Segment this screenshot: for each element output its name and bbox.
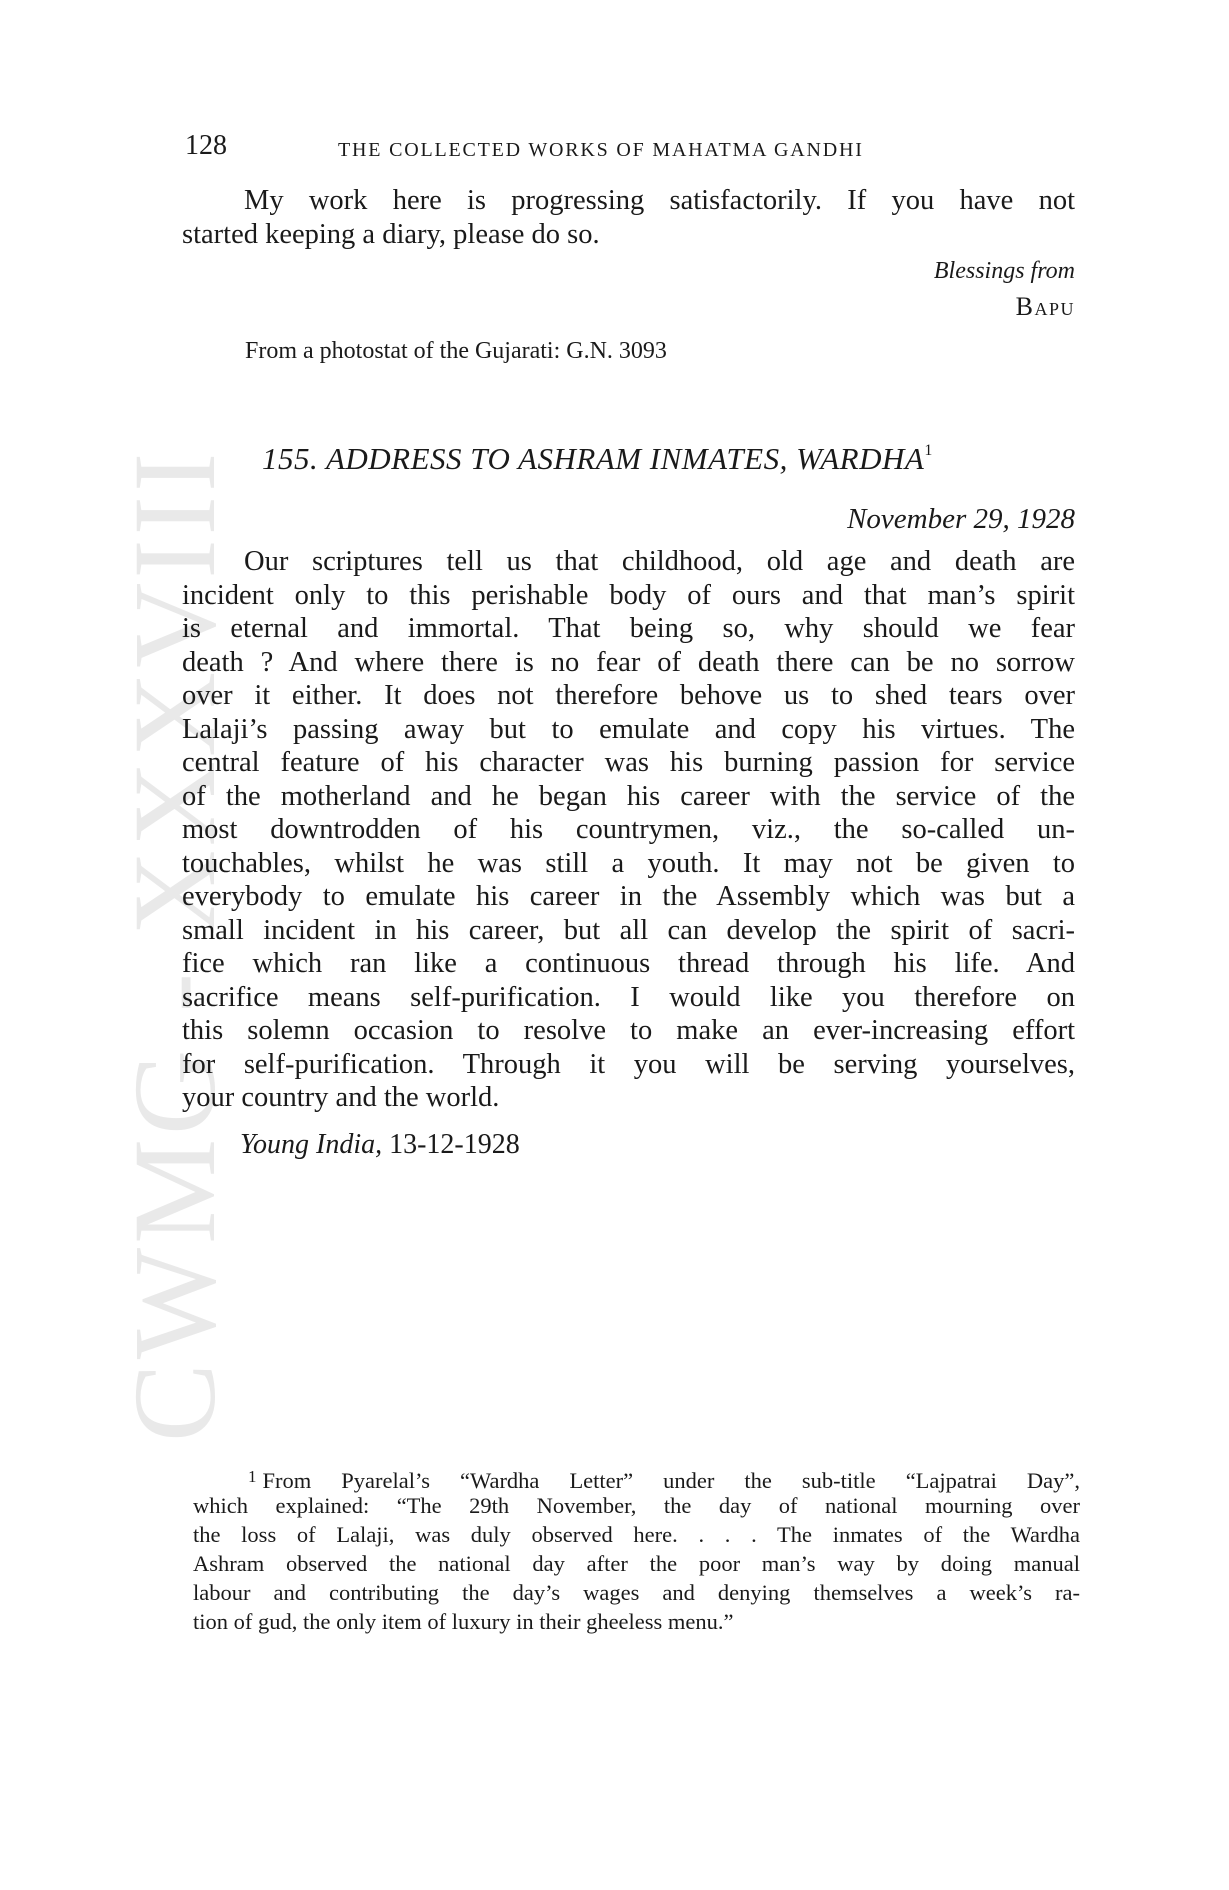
body-line: for self-purification. Through it you will be serving yourselves, — [182, 1048, 1075, 1080]
footnote-line-text: From Pyarelal’s “Wardha Letter” under the sub-title “Lajpatrai Day”, — [262, 1468, 1080, 1493]
section-title — [262, 441, 933, 477]
running-head: THE COLLECTED WORKS OF MAHATMA GANDHI — [338, 139, 864, 161]
signature-name: Bapu — [1015, 292, 1075, 321]
citation — [240, 1129, 520, 1161]
body-line: death ? And where there is no fear of death there can be no sorrow — [182, 646, 1075, 678]
page-number: 128 — [185, 130, 227, 161]
body-line: incident only to this perishable body of ours and that man’s spirit — [182, 579, 1075, 611]
footnote-line: tion of gud, the only item of luxury in their gheeless menu.” — [193, 1609, 734, 1634]
section-title-text: 155. ADDRESS TO ASHRAM INMATES, WARDHA — [262, 441, 925, 476]
signature-blessing: Blessings from — [933, 258, 1075, 284]
body-line: most downtrodden of his countrymen, viz., the so-called un- — [182, 814, 1075, 845]
body-line: everybody to emulate his career in the Assembly which was but a — [182, 881, 1075, 912]
footnote-mark: 1 — [248, 1467, 257, 1486]
footnote-line: the loss of Lalaji, was duly observed here. . . . The inmates of the Wardha — [193, 1522, 1080, 1547]
body-line: sacrifice means self-purification. I would like you therefore on — [182, 981, 1075, 1013]
body-line: Our scriptures tell us that childhood, old age and death are — [244, 546, 1075, 577]
footnote-line — [193, 1462, 1080, 1491]
body-line: over it either. It does not therefore behove us to shed tears over — [182, 680, 1075, 711]
citation-publication: Young India, — [240, 1129, 383, 1160]
intro-line: My work here is progressing satisfactorily. If you have not — [244, 185, 1075, 216]
footnote-line: Ashram observed the national day after the poor man’s way by doing manual — [193, 1551, 1080, 1576]
citation-date: 13-12-1928 — [389, 1129, 520, 1160]
body-line: this solemn occasion to resolve to make an ever-increasing effort — [182, 1015, 1075, 1046]
body-line: your country and the world. — [182, 1082, 500, 1113]
body-line: small incident in his career, but all can develop the spirit of sacri- — [182, 914, 1075, 946]
page-header — [185, 130, 1075, 170]
source-note: From a photostat of the Gujarati: G.N. 3093 — [245, 338, 667, 364]
intro-paragraph — [182, 184, 1075, 251]
watermark: CWMG - XXXVIII — [109, 448, 240, 1442]
intro-line: started keeping a diary, please do so. — [182, 218, 600, 250]
body-line: touchables, whilst he was still a youth. It may not be given to — [182, 847, 1075, 879]
body-line: central feature of his character was his burning passion for service — [182, 747, 1075, 778]
footnote — [193, 1462, 1080, 1636]
section-date: November 29, 1928 — [847, 503, 1075, 535]
body-line: of the motherland and he began his career with the service of the — [182, 780, 1075, 812]
footnote-line: which explained: “The 29th November, the day of national mourning over — [193, 1493, 1080, 1518]
footnote-line: labour and contributing the day’s wages and denying themselves a week’s ra- — [193, 1580, 1080, 1605]
address-paragraph — [182, 545, 1075, 1115]
body-line: fice which ran like a continuous thread through his life. And — [182, 948, 1075, 979]
footnote-reference: 1 — [924, 442, 933, 459]
body-line: is eternal and immortal. That being so, why should we fear — [182, 613, 1075, 644]
body-line: Lalaji’s passing away but to emulate and copy his virtues. The — [182, 713, 1075, 745]
